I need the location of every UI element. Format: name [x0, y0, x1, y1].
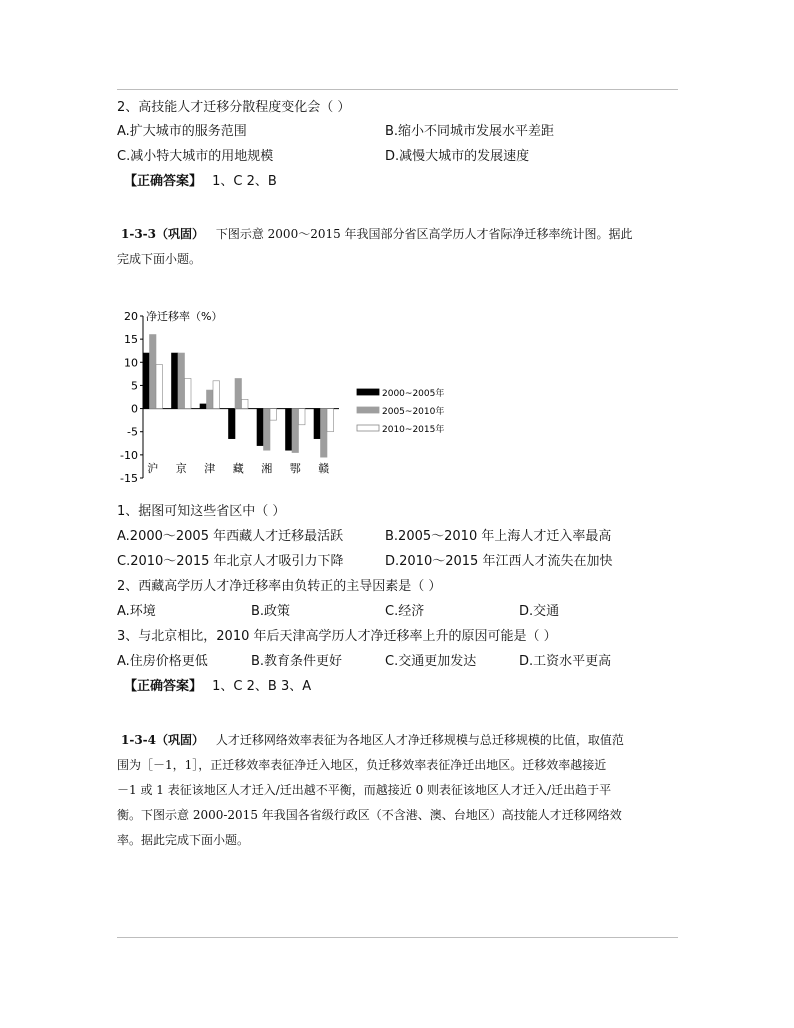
q1-option-c: C.2010～2015 年北京人才吸引力下降	[117, 554, 344, 569]
bar	[242, 399, 249, 408]
q3-option-c: C.交通更加发达	[385, 654, 477, 669]
bar	[270, 409, 277, 421]
answer-label: 【正确答案】	[124, 679, 203, 694]
q2-option-a: A.环境	[117, 604, 156, 619]
legend-swatch	[357, 407, 379, 413]
y-tick-label: 20	[124, 310, 138, 323]
bar	[172, 353, 179, 409]
bar	[314, 409, 321, 439]
bar	[299, 409, 306, 425]
category-label: 赣	[318, 462, 330, 475]
q2-option-b: B.政策	[251, 604, 291, 619]
q2-option-d: D.交通	[519, 604, 560, 619]
question-stem: 2、高技能人才迁移分散程度变化会（ ）	[117, 100, 351, 115]
answer-row	[124, 173, 277, 191]
q1-option-a: A.2000～2005 年西藏人才迁移最活跃	[117, 529, 344, 544]
bar	[257, 409, 264, 446]
y-tick-label: -15	[120, 472, 138, 484]
section-134-line2: 围为［－1，1］，正迁移效率表征净迁入地区，负迁移效率表征净迁出地区。迁移效率越接近	[117, 758, 607, 772]
section-text: 下图示意 2000～2015 年我国部分省区高学历人才省际净迁移率统计图。据此	[215, 227, 633, 241]
bar	[143, 353, 150, 409]
category-label: 津	[204, 462, 216, 475]
category-label: 京	[175, 462, 187, 475]
section-134-line4: 衡。下图示意 2000-2015 年我国各省级行政区（不含港、澳、台地区）高技能人才迁移网络效	[117, 808, 622, 822]
q1-stem: 1、据图可知这些省区中（ ）	[117, 504, 286, 519]
section-tag: 1-3-4（巩固）	[121, 733, 205, 747]
migration-rate-chart	[117, 306, 457, 484]
bar	[156, 365, 163, 409]
q3-option-b: B.教育条件更好	[251, 654, 343, 669]
bar	[150, 335, 157, 409]
bar	[178, 353, 185, 409]
category-label: 湘	[261, 462, 273, 475]
bar	[264, 409, 271, 451]
option-c: C.减小特大城市的用地规模	[117, 149, 274, 164]
q2-option-c: C.经济	[385, 604, 425, 619]
bar	[292, 409, 299, 453]
bar	[235, 378, 242, 408]
category-label: 藏	[232, 462, 244, 475]
option-a: A.扩大城市的服务范围	[117, 124, 247, 139]
y-tick-label: 0	[131, 402, 138, 416]
legend-swatch	[357, 425, 379, 431]
y-tick-label: -10	[120, 448, 138, 462]
category-label: 鄂	[289, 462, 301, 475]
section-134-line3: －1 或 1 表征该地区人才迁入/迁出越不平衡，而越接近 0 则表征该地区人才迁入/迁出趋于平	[117, 783, 612, 797]
section-intro	[121, 225, 633, 243]
q3-option-a: A.住房价格更低	[117, 654, 208, 669]
section-134-line1	[121, 731, 624, 749]
bar	[229, 409, 236, 439]
legend-label: 2000~2005年	[382, 389, 445, 399]
y-tick-label: 5	[131, 379, 138, 393]
q2-stem: 2、西藏高学历人才净迁移率由负转正的主导因素是（ ）	[117, 579, 442, 594]
bar	[213, 381, 220, 409]
q3-stem: 3、与北京相比，2010 年后天津高学历人才净迁移率上升的原因可能是（ ）	[117, 629, 557, 644]
option-b: B.缩小不同城市发展水平差距	[385, 124, 555, 139]
bar	[327, 409, 334, 432]
bar	[207, 390, 214, 409]
section-tag: 1-3-3（巩固）	[121, 227, 205, 241]
chart-title: 净迁移率（%）	[146, 310, 223, 323]
bar	[200, 404, 207, 409]
answer-label: 【正确答案】	[124, 174, 203, 189]
y-tick-label: 10	[124, 356, 138, 370]
legend-label: 2010~2015年	[382, 425, 445, 435]
q1-option-d: D.2010～2015 年江西人才流失在加快	[385, 554, 613, 569]
category-label: 沪	[147, 462, 159, 475]
section-text: 人才迁移网络效率表征为各地区人才净迁移规模与总迁移规模的比值，取值范	[215, 733, 624, 747]
y-tick-label: 15	[124, 333, 138, 347]
bar	[321, 409, 328, 458]
top-divider	[117, 89, 678, 90]
answer-text: 1、C 2、B	[212, 174, 277, 189]
q1-option-b: B.2005～2010 年上海人才迁入率最高	[385, 529, 612, 544]
bottom-divider	[117, 937, 678, 938]
section-134-line5: 率。据此完成下面小题。	[117, 833, 250, 847]
section-text-cont: 完成下面小题。	[117, 252, 202, 266]
legend-swatch	[357, 389, 379, 395]
y-tick-label: -5	[127, 425, 138, 439]
bar	[286, 409, 293, 451]
option-d: D.减慢大城市的发展速度	[385, 149, 530, 164]
q3-option-d: D.工资水平更高	[519, 654, 612, 669]
bar	[185, 378, 192, 408]
answer-text: 1、C 2、B 3、A	[212, 679, 312, 694]
legend-label: 2005~2010年	[382, 407, 445, 417]
answer-row-2	[124, 678, 311, 696]
